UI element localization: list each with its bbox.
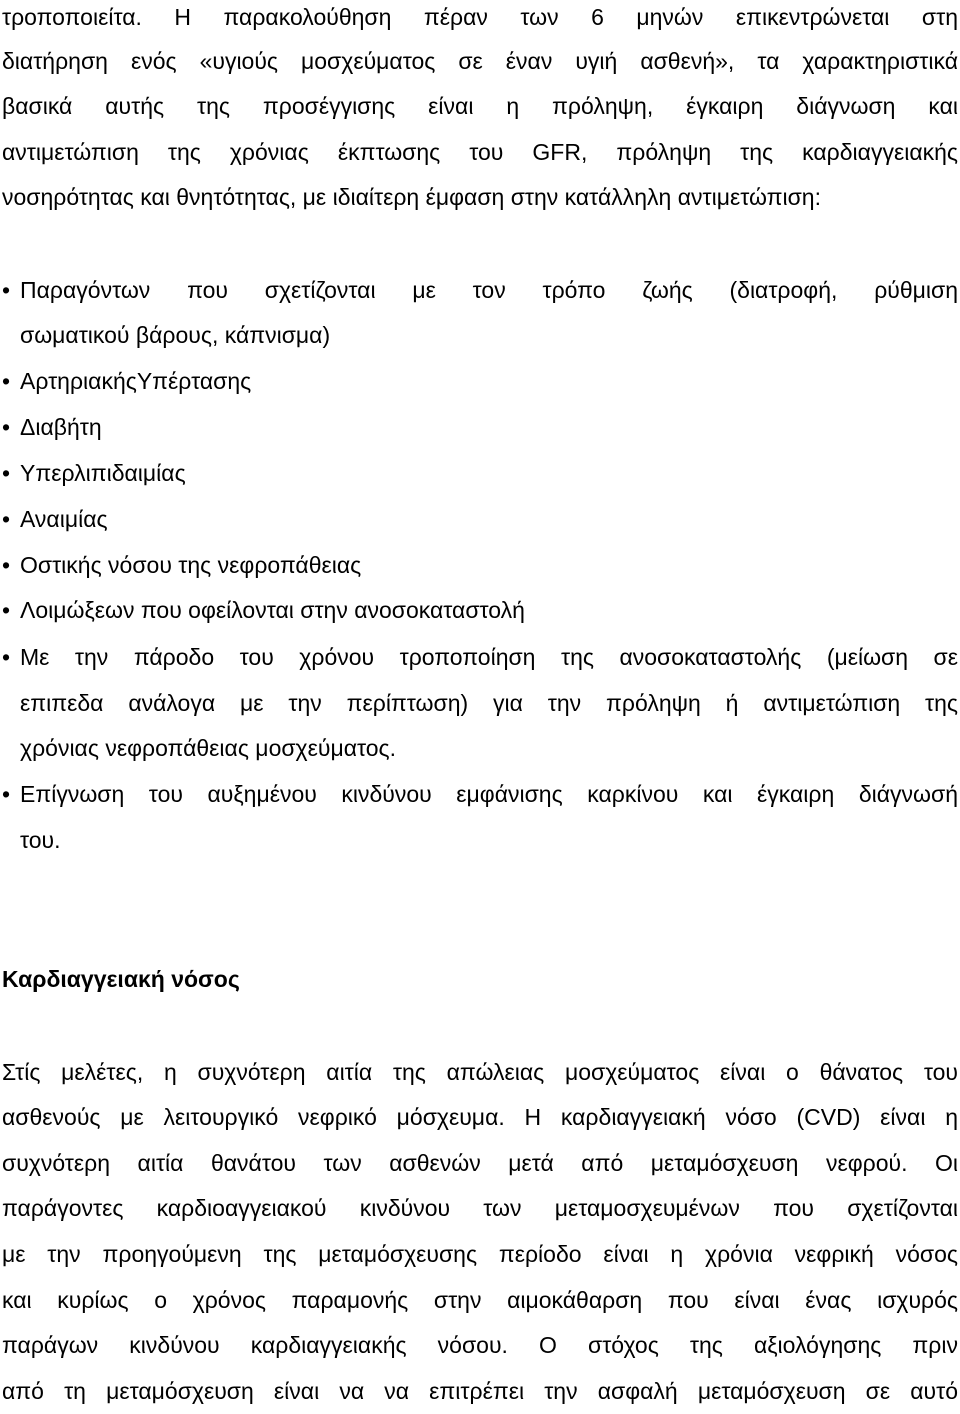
section-line: ασθενούς με λειτουργικό νεφρικό μόσχευμα. Η καρδιαγγειακή νόσο (CVD) είναι η [2, 1104, 958, 1130]
bullet-continuation: σωματικού βάρους, κάπνισμα) [20, 322, 331, 348]
bullet-item [2, 771, 958, 817]
bullet-item [2, 358, 958, 404]
intro-line: αντιμετώπιση της χρόνιας έκπτωσης του GFR, πρόληψη της καρδιαγγειακής [2, 139, 958, 165]
bullet-text: Οστικής νόσου της νεφροπάθειας [20, 552, 362, 578]
bullet-marker: • [2, 277, 11, 303]
bullet-item [2, 267, 958, 313]
bullet-text: Επίγνωση του αυξημένου κινδύνου εμφάνισης καρκίνου και έγκαιρη διάγνωσή [20, 781, 958, 807]
bullet-item [2, 587, 958, 633]
section-line: παράγοντες καρδιοαγγειακού κινδύνου των μεταμοσχευμένων που σχετίζονται [2, 1195, 958, 1221]
bullet-text: Διαβήτη [20, 414, 102, 440]
bullet-item [2, 404, 958, 450]
bullet-text: Υπερλιπιδαιμίας [20, 460, 186, 486]
section-line: παράγων κινδύνου καρδιαγγειακής νόσου. Ο στόχος της αξιολόγησης πριν [2, 1332, 958, 1358]
bullet-text: Λοιμώξεων που οφείλονται στην ανοσοκαταστολή [20, 597, 525, 623]
bullet-marker: • [2, 781, 11, 807]
bullet-text: ΑρτηριακήςΥπέρτασης [20, 368, 252, 394]
bullet-continuation: του. [20, 827, 61, 853]
bullet-item [2, 542, 958, 588]
bullet-marker: • [2, 368, 11, 394]
bullet-item [2, 450, 958, 496]
bullet-marker: • [2, 460, 11, 486]
bullet-text: Αναιμίας [20, 506, 108, 532]
section-heading: Καρδιαγγειακή νόσος [2, 966, 240, 992]
bullet-marker: • [2, 414, 11, 440]
intro-line: νοσηρότητας και θνητότητας, με ιδιαίτερη έμφαση στην κατάλληλη αντιμετώπιση: [2, 184, 821, 210]
section-line: Στίς μελέτες, η συχνότερη αιτία της απώλειας μοσχεύματος είναι ο θάνατος του [2, 1059, 958, 1085]
bullet-continuation: επιπεδα ανάλογα με την περίπτωση) για την πρόληψη ή αντιμετώπιση της [20, 690, 958, 716]
bullet-marker: • [2, 644, 11, 670]
section-line: από τη μεταμόσχευση είναι να να επιτρέπει την ασφαλή μεταμόσχευση σε αυτό [2, 1378, 958, 1404]
bullet-marker: • [2, 506, 11, 532]
section-line: συχνότερη αιτία θανάτου των ασθενών μετά από μεταμόσχευση νεφρού. Οι [2, 1150, 958, 1176]
bullet-text: Παραγόντων που σχετίζονται με τον τρόπο ζωής (διατροφή, ρύθμιση [20, 277, 958, 303]
intro-line: διατήρηση ενός «υγιούς μοσχεύματος σε έναν υγιή ασθενή», τα χαρακτηριστικά [2, 48, 958, 74]
section-line: και κυρίως ο χρόνος παραμονής στην αιμοκάθαρση που είναι ένας ισχυρός [2, 1287, 958, 1313]
intro-line: τροποποιείτα. Η παρακολούθηση πέραν των 6 μηνών επικεντρώνεται στη [2, 4, 958, 30]
bullet-text: Με την πάροδο του χρόνου τροποποίηση της ανοσοκαταστολής (μείωση σε [20, 644, 958, 670]
bullet-item [2, 634, 958, 680]
bullet-marker: • [2, 597, 11, 623]
bullet-item [2, 496, 958, 542]
intro-line: βασικά αυτής της προσέγγισης είναι η πρόληψη, έγκαιρη διάγνωση και [2, 93, 958, 119]
bullet-marker: • [2, 552, 11, 578]
section-line: με την προηγούμενη της μεταμόσχευσης περίοδο είναι η χρόνια νεφρική νόσος [2, 1241, 958, 1267]
bullet-continuation: χρόνιας νεφροπάθειας μοσχεύματος. [20, 735, 397, 761]
